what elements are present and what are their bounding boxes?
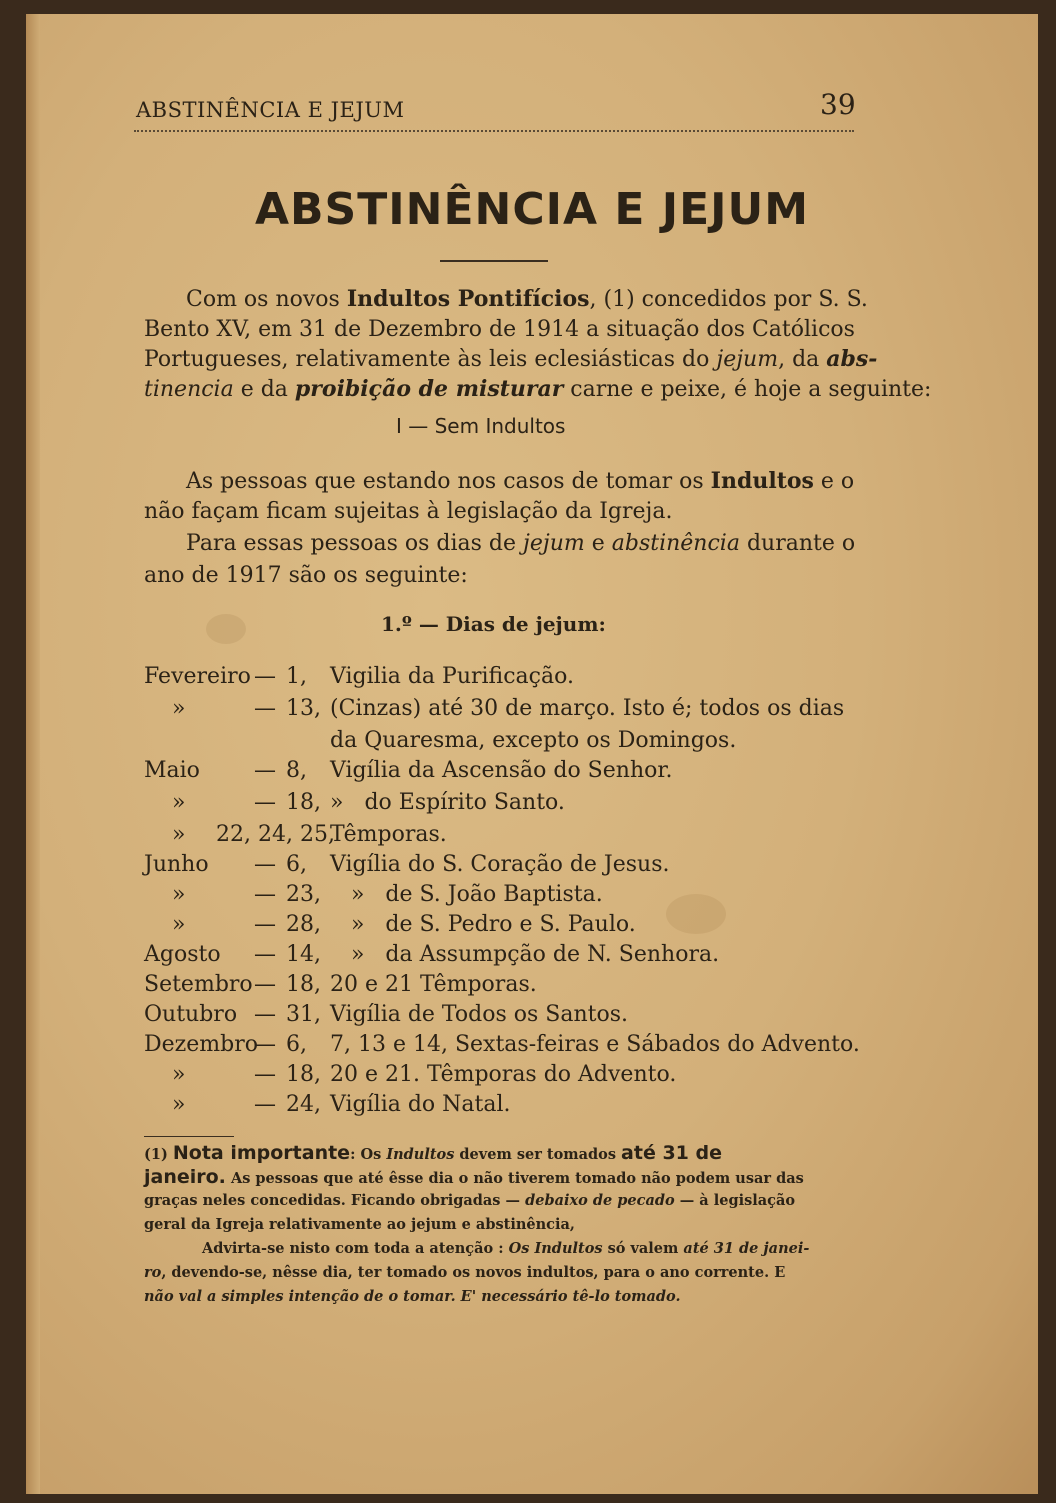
page-title: ABSTINÊNCIA E JEJUM bbox=[254, 184, 810, 235]
calendar-description: Têmporas. bbox=[330, 822, 447, 847]
page-edge bbox=[26, 14, 40, 1494]
calendar-description: Vigília da Ascensão do Senhor. bbox=[330, 758, 673, 783]
calendar-day: 6, bbox=[286, 1032, 307, 1057]
calendar-month: » bbox=[172, 1062, 186, 1087]
text-span: Advirta-se nisto com toda a atenção : bbox=[202, 1240, 509, 1257]
indultos-pontificios: Indultos Pontifícios bbox=[346, 286, 590, 312]
section-p2-line-1 bbox=[186, 528, 855, 559]
paper-stain bbox=[206, 614, 246, 644]
calendar-day: 18, bbox=[286, 972, 321, 997]
italic-text: ro bbox=[144, 1264, 162, 1281]
text-span: graças neles concedidas. Ficando obrigadas — bbox=[144, 1192, 526, 1209]
book-page bbox=[26, 14, 1038, 1494]
calendar-description: Vigília de Todos os Santos. bbox=[330, 1002, 629, 1027]
footnote-line-5 bbox=[202, 1238, 809, 1260]
calendar-description: Vigília do S. Coração de Jesus. bbox=[330, 852, 670, 877]
calendar-dash: — bbox=[254, 1092, 276, 1117]
text-span: durante o bbox=[739, 531, 856, 556]
calendar-day: 14, bbox=[286, 942, 321, 967]
fast-days-heading bbox=[381, 612, 606, 636]
calendar-day: 18, bbox=[286, 1062, 321, 1087]
page-number: 39 bbox=[820, 88, 856, 121]
text-span: e da bbox=[233, 377, 295, 402]
italic-text: proibição de misturar bbox=[294, 376, 564, 402]
text-span: , (1) concedidos por S. S. bbox=[589, 287, 868, 312]
intro-line-4 bbox=[144, 374, 931, 405]
calendar-dash: — bbox=[254, 790, 276, 815]
italic-text: debaixo de pecado bbox=[525, 1192, 675, 1209]
text-span: devem ser tomados bbox=[454, 1146, 622, 1163]
calendar-month: Maio bbox=[144, 758, 200, 783]
footnote-line-4: geral da Igreja relativamente ao jejum e abstinência, bbox=[144, 1216, 575, 1233]
calendar-month: » bbox=[172, 822, 186, 847]
calendar-dash: — bbox=[254, 882, 276, 907]
text-span: só valem bbox=[602, 1240, 684, 1257]
calendar-description: Vigilia da Purificação. bbox=[330, 664, 574, 689]
calendar-description: » da Assumpção de N. Senhora. bbox=[330, 942, 720, 967]
calendar-description: 20 e 21 Têmporas. bbox=[330, 972, 537, 997]
italic-text: abs- bbox=[826, 346, 878, 372]
calendar-day: 8, bbox=[286, 758, 307, 783]
calendar-day: 24, bbox=[286, 1092, 321, 1117]
calendar-month: » bbox=[172, 912, 186, 937]
footnote-rule bbox=[144, 1136, 234, 1137]
text-span: e bbox=[584, 531, 612, 556]
calendar-description: » de S. João Baptista. bbox=[330, 882, 603, 907]
footnote-line-2 bbox=[144, 1166, 804, 1190]
calendar-description: 7, 13 e 14, Sextas-feiras e Sábados do Advento. bbox=[330, 1032, 860, 1057]
running-title: ABSTINÊNCIA E JEJUM bbox=[136, 98, 405, 122]
italic-text: abstinência bbox=[611, 531, 740, 556]
footnote-line-7: não val a simples intenção de o tomar. E' necessário tê-lo tomado. bbox=[144, 1288, 681, 1305]
header-rule bbox=[134, 130, 854, 132]
text-span: , devendo-se, nêsse dia, ter tomado os novos indultos, para o ano corrente. E bbox=[161, 1264, 786, 1281]
calendar-day: 13, bbox=[286, 696, 321, 721]
calendar-month: » bbox=[172, 696, 186, 721]
paper-stain bbox=[666, 894, 726, 934]
calendar-dash: — bbox=[254, 1062, 276, 1087]
italic-text: Indultos bbox=[386, 1146, 455, 1163]
calendar-dash: — bbox=[254, 1002, 276, 1027]
title-rule bbox=[440, 260, 548, 262]
text-span: Para essas pessoas os dias de bbox=[186, 531, 524, 556]
calendar-description: » de S. Pedro e S. Paulo. bbox=[330, 912, 636, 937]
bold-text: 1.º — Dias de jejum: bbox=[381, 612, 606, 636]
italic-text: até 31 de janei- bbox=[683, 1240, 810, 1257]
text-span: carne e peixe, é hoje a seguinte: bbox=[563, 377, 932, 402]
intro-line-2: Bento XV, em 31 de Dezembro de 1914 a situação dos Católicos bbox=[144, 317, 855, 342]
text-span: : Os bbox=[350, 1146, 387, 1163]
calendar-dash: — bbox=[254, 758, 276, 783]
calendar-day: 6, bbox=[286, 852, 307, 877]
calendar-dash: — bbox=[254, 696, 276, 721]
bold-date: janeiro. bbox=[144, 1166, 226, 1188]
text-span: e o bbox=[813, 469, 855, 494]
calendar-dash: — bbox=[254, 1032, 276, 1057]
section-p1-line-1 bbox=[186, 466, 854, 497]
footnote-line-6 bbox=[144, 1262, 785, 1284]
section-heading: I — Sem Indultos bbox=[396, 414, 566, 438]
calendar-month: Junho bbox=[144, 852, 209, 877]
calendar-month: Outubro bbox=[144, 1002, 238, 1027]
calendar-day: 23, bbox=[286, 882, 321, 907]
italic-text: jejum bbox=[523, 531, 585, 556]
text-span: — à legislação bbox=[674, 1192, 796, 1209]
calendar-dash: — bbox=[254, 852, 276, 877]
calendar-month: » bbox=[172, 790, 186, 815]
calendar-dash: — bbox=[254, 972, 276, 997]
calendar-month: » bbox=[172, 882, 186, 907]
italic-text: Os Indultos bbox=[508, 1240, 603, 1257]
text-span: Portugueses, relativamente às leis eclesiásticas do bbox=[144, 347, 717, 372]
text-span: Com os novos bbox=[186, 287, 347, 312]
footnote-line-1 bbox=[144, 1142, 722, 1166]
calendar-day: 28, bbox=[286, 912, 321, 937]
calendar-day: 1, bbox=[286, 664, 307, 689]
calendar-month: » bbox=[172, 1092, 186, 1117]
text-span: As pessoas que até êsse dia o não tiverem tomado não podem usar das bbox=[225, 1170, 804, 1187]
calendar-dash: — bbox=[254, 664, 276, 689]
bold-date: até 31 de bbox=[621, 1142, 722, 1164]
calendar-description: Vigília do Natal. bbox=[330, 1092, 511, 1117]
section-p1-line-2: não façam ficam sujeitas à legislação da Igreja. bbox=[144, 499, 673, 524]
calendar-month: Dezembro bbox=[144, 1032, 258, 1057]
calendar-month: Setembro bbox=[144, 972, 253, 997]
calendar-month: Fevereiro bbox=[144, 664, 251, 689]
text-span: , da bbox=[778, 347, 827, 372]
calendar-description: (Cinzas) até 30 de março. Isto é; todos os dias bbox=[330, 696, 845, 721]
italic-text: jejum bbox=[716, 347, 779, 372]
text-span: As pessoas que estando nos casos de tomar os bbox=[186, 469, 711, 494]
calendar-description: » do Espírito Santo. bbox=[330, 790, 565, 815]
intro-line-3 bbox=[144, 344, 877, 375]
italic-text: tinencia bbox=[144, 377, 234, 402]
footnote-line-3 bbox=[144, 1190, 795, 1212]
intro-line-1 bbox=[186, 284, 868, 315]
calendar-description: da Quaresma, excepto os Domingos. bbox=[330, 728, 737, 753]
section-p2-line-2: ano de 1917 são os seguinte: bbox=[144, 563, 468, 588]
nota-importante: Nota importante bbox=[172, 1142, 351, 1164]
calendar-dash: — bbox=[254, 942, 276, 967]
text-span: (1) bbox=[144, 1146, 173, 1163]
calendar-description: 20 e 21. Têmporas do Advento. bbox=[330, 1062, 677, 1087]
calendar-dash: — bbox=[254, 912, 276, 937]
calendar-day: 31, bbox=[286, 1002, 321, 1027]
calendar-day: 22, 24, 25, bbox=[216, 822, 335, 847]
calendar-month: Agosto bbox=[144, 942, 221, 967]
calendar-day: 18, bbox=[286, 790, 321, 815]
bold-text: Indultos bbox=[710, 468, 814, 494]
